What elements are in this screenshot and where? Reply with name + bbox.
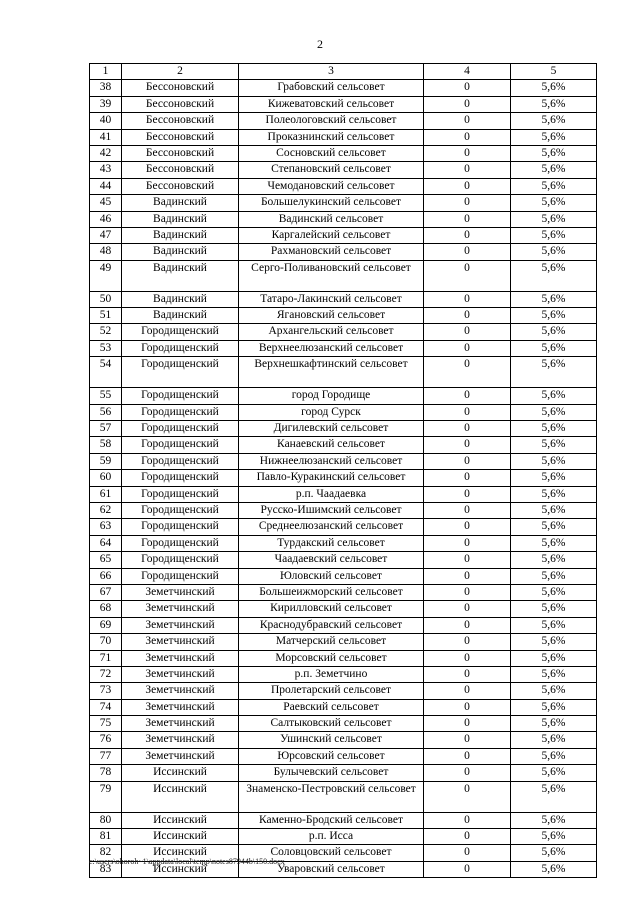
table-row <box>90 96 597 112</box>
cell-percent: 5,6% <box>511 227 597 243</box>
cell-value: 0 <box>424 519 511 535</box>
header-col-1: 1 <box>90 64 122 80</box>
table-row <box>90 535 597 551</box>
cell-percent: 5,6% <box>511 486 597 502</box>
cell-value: 0 <box>424 145 511 161</box>
table-row <box>90 129 597 145</box>
cell-district: Иссинский <box>122 845 239 861</box>
cell-percent: 5,6% <box>511 211 597 227</box>
cell-district: Земетчинский <box>122 650 239 666</box>
cell-district: Бессоновский <box>122 96 239 112</box>
cell-municipality: Нижнеелюзанский сельсовет <box>239 453 424 469</box>
cell-municipality: Ягановский сельсовет <box>239 308 424 324</box>
cell-district: Земетчинский <box>122 732 239 748</box>
cell-value: 0 <box>424 486 511 502</box>
cell-municipality: Краснодубравский сельсовет <box>239 617 424 633</box>
cell-percent: 5,6% <box>511 502 597 518</box>
cell-percent: 5,6% <box>511 129 597 145</box>
table-row <box>90 162 597 178</box>
cell-row-number: 57 <box>90 421 122 437</box>
cell-row-number: 58 <box>90 437 122 453</box>
cell-municipality: Морсовский сельсовет <box>239 650 424 666</box>
cell-municipality: город Городище <box>239 388 424 404</box>
cell-district: Городищенский <box>122 568 239 584</box>
cell-municipality: Павло-Куракинский сельсовет <box>239 470 424 486</box>
cell-value: 0 <box>424 683 511 699</box>
cell-percent: 5,6% <box>511 552 597 568</box>
cell-municipality: Канаевский сельсовет <box>239 437 424 453</box>
table-row <box>90 421 597 437</box>
cell-municipality: р.п. Чаадаевка <box>239 486 424 502</box>
cell-municipality: Степановский сельсовет <box>239 162 424 178</box>
cell-municipality: Булычевский сельсовет <box>239 765 424 781</box>
cell-row-number: 82 <box>90 845 122 861</box>
table-row <box>90 634 597 650</box>
cell-municipality: Раевский сельсовет <box>239 699 424 715</box>
cell-percent: 5,6% <box>511 324 597 340</box>
table-row <box>90 324 597 340</box>
cell-row-number: 83 <box>90 861 122 877</box>
cell-district: Городищенский <box>122 453 239 469</box>
cell-percent: 5,6% <box>511 113 597 129</box>
cell-row-number: 81 <box>90 829 122 845</box>
cell-municipality: Сосновский сельсовет <box>239 145 424 161</box>
cell-percent: 5,6% <box>511 601 597 617</box>
table-row <box>90 178 597 194</box>
cell-value: 0 <box>424 388 511 404</box>
data-table <box>89 63 597 878</box>
cell-value: 0 <box>424 502 511 518</box>
cell-percent: 5,6% <box>511 244 597 260</box>
cell-percent: 5,6% <box>511 732 597 748</box>
table-row <box>90 227 597 243</box>
cell-percent: 5,6% <box>511 748 597 764</box>
header-col-3: 3 <box>239 64 424 80</box>
cell-district: Городищенский <box>122 519 239 535</box>
cell-district: Иссинский <box>122 812 239 828</box>
cell-percent: 5,6% <box>511 568 597 584</box>
cell-municipality: Полеологовский сельсовет <box>239 113 424 129</box>
cell-row-number: 77 <box>90 748 122 764</box>
cell-district: Вадинский <box>122 291 239 307</box>
table-row <box>90 650 597 666</box>
cell-row-number: 79 <box>90 781 122 812</box>
cell-row-number: 76 <box>90 732 122 748</box>
cell-value: 0 <box>424 113 511 129</box>
table-header-row <box>90 64 597 80</box>
cell-district: Земетчинский <box>122 584 239 600</box>
cell-row-number: 69 <box>90 617 122 633</box>
cell-row-number: 73 <box>90 683 122 699</box>
cell-row-number: 44 <box>90 178 122 194</box>
cell-row-number: 50 <box>90 291 122 307</box>
cell-row-number: 74 <box>90 699 122 715</box>
cell-percent: 5,6% <box>511 716 597 732</box>
table-row <box>90 340 597 356</box>
cell-percent: 5,6% <box>511 861 597 877</box>
table-row <box>90 568 597 584</box>
cell-district: Бессоновский <box>122 178 239 194</box>
cell-municipality: р.п. Исса <box>239 829 424 845</box>
cell-value: 0 <box>424 96 511 112</box>
cell-district: Вадинский <box>122 211 239 227</box>
cell-value: 0 <box>424 617 511 633</box>
cell-district: Земетчинский <box>122 617 239 633</box>
cell-value: 0 <box>424 291 511 307</box>
cell-percent: 5,6% <box>511 195 597 211</box>
cell-municipality: Пролетарский сельсовет <box>239 683 424 699</box>
cell-value: 0 <box>424 308 511 324</box>
cell-value: 0 <box>424 437 511 453</box>
cell-value: 0 <box>424 634 511 650</box>
cell-municipality: Кижеватовский сельсовет <box>239 96 424 112</box>
cell-district: Вадинский <box>122 244 239 260</box>
cell-row-number: 56 <box>90 404 122 420</box>
table-row <box>90 470 597 486</box>
cell-value: 0 <box>424 162 511 178</box>
table-row <box>90 404 597 420</box>
table-row <box>90 113 597 129</box>
cell-row-number: 67 <box>90 584 122 600</box>
cell-percent: 5,6% <box>511 308 597 324</box>
cell-row-number: 66 <box>90 568 122 584</box>
cell-district: Земетчинский <box>122 601 239 617</box>
cell-value: 0 <box>424 470 511 486</box>
cell-value: 0 <box>424 340 511 356</box>
table-row <box>90 519 597 535</box>
cell-district: Бессоновский <box>122 129 239 145</box>
cell-municipality: Большеижморский сельсовет <box>239 584 424 600</box>
cell-district: Бессоновский <box>122 80 239 96</box>
header-col-4: 4 <box>424 64 511 80</box>
cell-value: 0 <box>424 716 511 732</box>
cell-municipality: Каменно-Бродский сельсовет <box>239 812 424 828</box>
cell-municipality: Уваровский сельсовет <box>239 861 424 877</box>
cell-municipality: Кирилловский сельсовет <box>239 601 424 617</box>
table-row <box>90 812 597 828</box>
cell-district: Иссинский <box>122 861 239 877</box>
cell-district: Городищенский <box>122 552 239 568</box>
cell-value: 0 <box>424 732 511 748</box>
table-row <box>90 453 597 469</box>
cell-district: Городищенский <box>122 486 239 502</box>
table-row <box>90 699 597 715</box>
cell-row-number: 42 <box>90 145 122 161</box>
cell-row-number: 70 <box>90 634 122 650</box>
cell-row-number: 72 <box>90 666 122 682</box>
table-row <box>90 716 597 732</box>
cell-value: 0 <box>424 781 511 812</box>
table-row <box>90 732 597 748</box>
cell-value: 0 <box>424 584 511 600</box>
cell-value: 0 <box>424 129 511 145</box>
cell-municipality: Салтыковский сельсовет <box>239 716 424 732</box>
cell-row-number: 78 <box>90 765 122 781</box>
cell-value: 0 <box>424 324 511 340</box>
cell-row-number: 46 <box>90 211 122 227</box>
cell-district: Земетчинский <box>122 683 239 699</box>
cell-district: Иссинский <box>122 781 239 812</box>
cell-district: Городищенский <box>122 404 239 420</box>
cell-district: Городищенский <box>122 324 239 340</box>
table-row <box>90 666 597 682</box>
cell-value: 0 <box>424 666 511 682</box>
cell-row-number: 39 <box>90 96 122 112</box>
cell-row-number: 60 <box>90 470 122 486</box>
cell-value: 0 <box>424 535 511 551</box>
cell-value: 0 <box>424 453 511 469</box>
cell-district: Вадинский <box>122 260 239 291</box>
cell-percent: 5,6% <box>511 96 597 112</box>
cell-row-number: 49 <box>90 260 122 291</box>
cell-value: 0 <box>424 650 511 666</box>
cell-value: 0 <box>424 748 511 764</box>
cell-percent: 5,6% <box>511 388 597 404</box>
table-row <box>90 552 597 568</box>
table-row <box>90 145 597 161</box>
cell-percent: 5,6% <box>511 470 597 486</box>
cell-value: 0 <box>424 80 511 96</box>
cell-row-number: 40 <box>90 113 122 129</box>
cell-row-number: 71 <box>90 650 122 666</box>
table-row <box>90 601 597 617</box>
cell-municipality: р.п. Земетчино <box>239 666 424 682</box>
cell-percent: 5,6% <box>511 584 597 600</box>
cell-district: Бессоновский <box>122 113 239 129</box>
cell-row-number: 59 <box>90 453 122 469</box>
cell-row-number: 43 <box>90 162 122 178</box>
cell-percent: 5,6% <box>511 765 597 781</box>
cell-value: 0 <box>424 178 511 194</box>
table-row <box>90 502 597 518</box>
cell-row-number: 64 <box>90 535 122 551</box>
cell-district: Земетчинский <box>122 699 239 715</box>
table-row <box>90 683 597 699</box>
cell-district: Городищенский <box>122 388 239 404</box>
cell-municipality: Большелукинский сельсовет <box>239 195 424 211</box>
table-row <box>90 765 597 781</box>
cell-percent: 5,6% <box>511 683 597 699</box>
table-row <box>90 260 597 291</box>
cell-value: 0 <box>424 211 511 227</box>
cell-district: Городищенский <box>122 502 239 518</box>
header-col-5: 5 <box>511 64 597 80</box>
cell-row-number: 80 <box>90 812 122 828</box>
table-row <box>90 308 597 324</box>
cell-municipality: Проказнинский сельсовет <box>239 129 424 145</box>
cell-row-number: 62 <box>90 502 122 518</box>
cell-municipality: Грабовский сельсовет <box>239 80 424 96</box>
table-row <box>90 211 597 227</box>
cell-percent: 5,6% <box>511 404 597 420</box>
cell-row-number: 51 <box>90 308 122 324</box>
cell-percent: 5,6% <box>511 650 597 666</box>
cell-municipality: Архангельский сельсовет <box>239 324 424 340</box>
cell-percent: 5,6% <box>511 781 597 812</box>
table-row <box>90 781 597 812</box>
page-number: 2 <box>317 37 323 51</box>
cell-municipality: Чаадаевский сельсовет <box>239 552 424 568</box>
cell-percent: 5,6% <box>511 829 597 845</box>
cell-district: Бессоновский <box>122 145 239 161</box>
cell-district: Земетчинский <box>122 748 239 764</box>
table-row <box>90 748 597 764</box>
cell-row-number: 38 <box>90 80 122 96</box>
cell-value: 0 <box>424 861 511 877</box>
table-row <box>90 291 597 307</box>
cell-percent: 5,6% <box>511 162 597 178</box>
cell-municipality: Соловцовский сельсовет <box>239 845 424 861</box>
cell-municipality: Верхнешкафтинский сельсовет <box>239 357 424 388</box>
cell-district: Вадинский <box>122 195 239 211</box>
cell-district: Городищенский <box>122 470 239 486</box>
cell-municipality: Юловский сельсовет <box>239 568 424 584</box>
cell-percent: 5,6% <box>511 421 597 437</box>
table-row <box>90 244 597 260</box>
cell-percent: 5,6% <box>511 291 597 307</box>
cell-municipality: Верхнеелюзанский сельсовет <box>239 340 424 356</box>
cell-percent: 5,6% <box>511 80 597 96</box>
cell-value: 0 <box>424 601 511 617</box>
cell-percent: 5,6% <box>511 617 597 633</box>
cell-row-number: 61 <box>90 486 122 502</box>
cell-value: 0 <box>424 244 511 260</box>
table-row <box>90 80 597 96</box>
cell-row-number: 55 <box>90 388 122 404</box>
cell-value: 0 <box>424 227 511 243</box>
cell-percent: 5,6% <box>511 535 597 551</box>
cell-percent: 5,6% <box>511 178 597 194</box>
cell-district: Городищенский <box>122 357 239 388</box>
cell-municipality: город Сурск <box>239 404 424 420</box>
cell-value: 0 <box>424 552 511 568</box>
cell-row-number: 47 <box>90 227 122 243</box>
cell-municipality: Каргалейский сельсовет <box>239 227 424 243</box>
cell-district: Городищенский <box>122 421 239 437</box>
table-row <box>90 584 597 600</box>
cell-row-number: 48 <box>90 244 122 260</box>
cell-municipality: Среднеелюзанский сельсовет <box>239 519 424 535</box>
cell-value: 0 <box>424 765 511 781</box>
cell-district: Городищенский <box>122 340 239 356</box>
cell-district: Земетчинский <box>122 634 239 650</box>
cell-municipality: Юрсовский сельсовет <box>239 748 424 764</box>
cell-percent: 5,6% <box>511 453 597 469</box>
cell-percent: 5,6% <box>511 437 597 453</box>
cell-district: Вадинский <box>122 227 239 243</box>
cell-percent: 5,6% <box>511 812 597 828</box>
table-row <box>90 437 597 453</box>
cell-percent: 5,6% <box>511 845 597 861</box>
table-row <box>90 486 597 502</box>
cell-value: 0 <box>424 195 511 211</box>
cell-row-number: 45 <box>90 195 122 211</box>
table-row <box>90 357 597 388</box>
table-row <box>90 617 597 633</box>
cell-value: 0 <box>424 568 511 584</box>
cell-district: Городищенский <box>122 437 239 453</box>
cell-value: 0 <box>424 421 511 437</box>
cell-percent: 5,6% <box>511 519 597 535</box>
cell-value: 0 <box>424 699 511 715</box>
cell-value: 0 <box>424 829 511 845</box>
cell-district: Вадинский <box>122 308 239 324</box>
footer-file-path: c:\users\ohoroh~1\appdata\local\temp\notes87944b\150.docx <box>89 857 285 866</box>
cell-municipality: Серго-Поливановский сельсовет <box>239 260 424 291</box>
cell-district: Бессоновский <box>122 162 239 178</box>
table-body <box>90 64 597 878</box>
cell-municipality: Дигилевский сельсовет <box>239 421 424 437</box>
table-row <box>90 829 597 845</box>
cell-value: 0 <box>424 812 511 828</box>
cell-district: Земетчинский <box>122 666 239 682</box>
cell-percent: 5,6% <box>511 699 597 715</box>
cell-municipality: Знаменско-Пестровский сельсовет <box>239 781 424 812</box>
cell-municipality: Ушинский сельсовет <box>239 732 424 748</box>
cell-municipality: Русско-Ишимский сельсовет <box>239 502 424 518</box>
cell-value: 0 <box>424 404 511 420</box>
cell-district: Городищенский <box>122 535 239 551</box>
cell-percent: 5,6% <box>511 260 597 291</box>
cell-district: Иссинский <box>122 829 239 845</box>
cell-row-number: 65 <box>90 552 122 568</box>
table-row <box>90 195 597 211</box>
cell-percent: 5,6% <box>511 145 597 161</box>
cell-row-number: 63 <box>90 519 122 535</box>
cell-municipality: Матчерский сельсовет <box>239 634 424 650</box>
cell-row-number: 53 <box>90 340 122 356</box>
cell-municipality: Чемодановский сельсовет <box>239 178 424 194</box>
cell-percent: 5,6% <box>511 666 597 682</box>
cell-percent: 5,6% <box>511 340 597 356</box>
cell-district: Земетчинский <box>122 716 239 732</box>
cell-row-number: 75 <box>90 716 122 732</box>
header-col-2: 2 <box>122 64 239 80</box>
cell-row-number: 68 <box>90 601 122 617</box>
cell-municipality: Турдакский сельсовет <box>239 535 424 551</box>
cell-value: 0 <box>424 845 511 861</box>
cell-row-number: 54 <box>90 357 122 388</box>
cell-percent: 5,6% <box>511 357 597 388</box>
cell-municipality: Рахмановский сельсовет <box>239 244 424 260</box>
cell-row-number: 41 <box>90 129 122 145</box>
cell-municipality: Вадинский сельсовет <box>239 211 424 227</box>
cell-percent: 5,6% <box>511 634 597 650</box>
cell-district: Иссинский <box>122 765 239 781</box>
cell-municipality: Татаро-Лакинский сельсовет <box>239 291 424 307</box>
cell-value: 0 <box>424 260 511 291</box>
cell-row-number: 52 <box>90 324 122 340</box>
cell-value: 0 <box>424 357 511 388</box>
table-row <box>90 388 597 404</box>
